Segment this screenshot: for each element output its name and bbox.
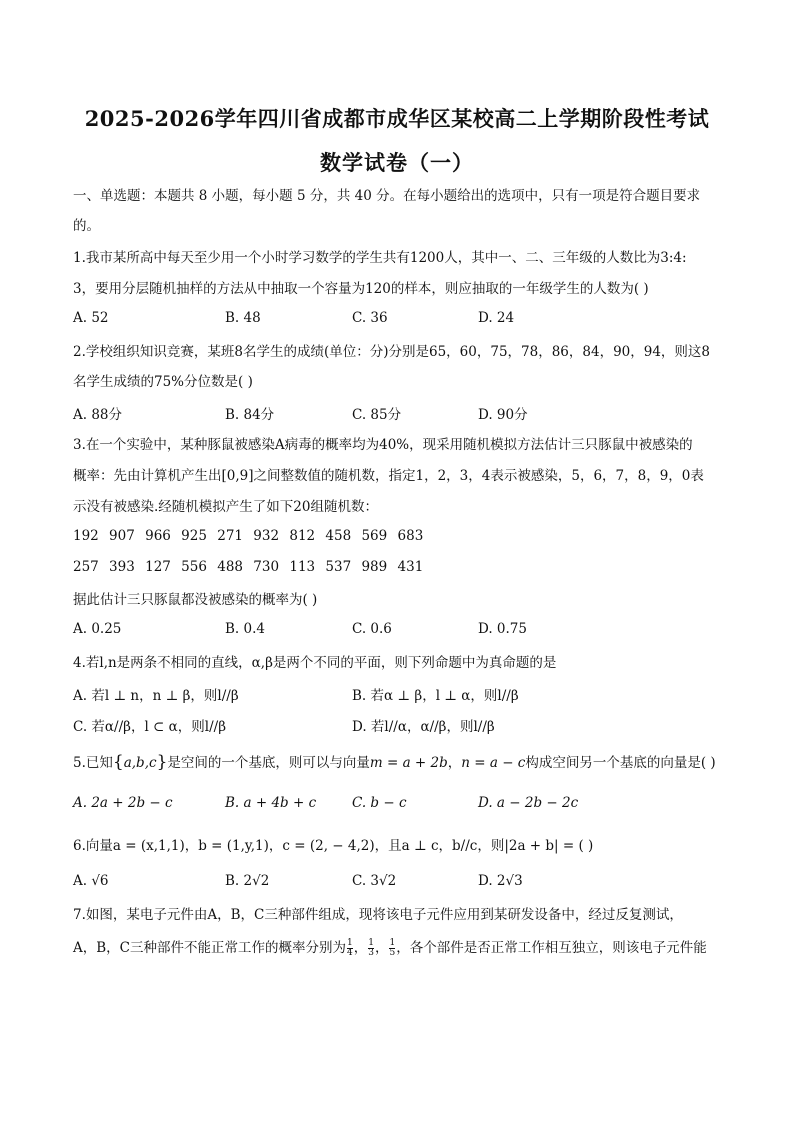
- section-instruction-line1: 一、单选题：本题共 8 小题，每小题 5 分，共 40 分。在每小题给出的选项中，只有一项是符合题目要求: [73, 188, 701, 204]
- q3-random-row1: 192 907 966 925 271 932 812 458 569 683: [73, 528, 424, 544]
- q5-stem: [73, 752, 733, 773]
- q7-f1-den: 4: [347, 948, 353, 958]
- q1-options: [73, 310, 733, 330]
- q7-fraction-3: [389, 939, 395, 958]
- q4-stem: 4.若l,n是两条不相同的直线，α,β是两个不同的平面，则下列命题中为真命题的是: [73, 655, 557, 671]
- q2-option-a[interactable]: A. 88分: [73, 407, 123, 423]
- q6-options: [73, 873, 733, 893]
- q5-vector-n: n = a − c: [461, 755, 526, 771]
- q3-stem-line1: 3.在一个实验中，某种豚鼠被感染A病毒的概率均为40%，现采用随机模拟方法估计三只豚鼠中被感染的: [73, 437, 693, 453]
- q5-option-b[interactable]: B. a + 4b + c: [225, 795, 317, 811]
- q6-option-b[interactable]: B. 2√2: [225, 873, 270, 889]
- q3-option-c[interactable]: C. 0.6: [352, 621, 392, 637]
- q1-option-d[interactable]: D. 24: [478, 310, 515, 326]
- q5-option-a[interactable]: A. 2a + 2b − c: [73, 795, 173, 811]
- q3-option-a[interactable]: A. 0.25: [73, 621, 122, 637]
- q7-f2-num: 1: [368, 938, 374, 948]
- q3-stem-line2: 概率：先由计算机产生出[0,9]之间整数值的随机数，指定1，2，3，4表示被感染，5，6，7，8，9，0表: [73, 468, 704, 484]
- exam-subtitle: 数学试卷（一）: [320, 150, 474, 175]
- q1-option-a[interactable]: A. 52: [73, 310, 109, 326]
- q3-stem-line4: 据此估计三只豚鼠都没被感染的概率为( ): [73, 592, 318, 608]
- q2-option-b[interactable]: B. 84分: [225, 407, 275, 423]
- q4-option-d[interactable]: D. 若l//α，α//β，则l//β: [352, 719, 495, 735]
- q5-basis: {: [112, 752, 124, 772]
- q6-option-d[interactable]: D. 2√3: [478, 873, 523, 889]
- q6-option-a[interactable]: A. √6: [73, 873, 109, 889]
- q6-stem: 6.向量a = (x,1,1)，b = (1,y,1)，c = (2, − 4,2)，且a ⊥ c，b//c，则|2a + b| = ( ): [73, 838, 594, 854]
- q5-stem-post: 构成空间另一个基底的向量是( ): [525, 755, 716, 771]
- q2-options: [73, 403, 733, 423]
- q7-f1-num: 1: [347, 938, 353, 948]
- q5-sep: ，: [447, 755, 462, 771]
- q7-f2-den: 3: [368, 948, 374, 958]
- q5-option-c[interactable]: C. b − c: [352, 795, 407, 811]
- q4-options-row2: [73, 715, 733, 735]
- q7-f3-den: 5: [389, 948, 396, 958]
- q5-stem-mid: 是空间的一个基底，则可以与向量: [167, 755, 370, 771]
- q3-random-row2: 257 393 127 556 488 730 113 537 989 431: [73, 559, 424, 575]
- q5-stem-pre: 5.已知: [73, 755, 113, 771]
- section-instruction-line2: 的。: [73, 218, 100, 234]
- q1-option-c[interactable]: C. 36: [352, 310, 388, 326]
- q2-stem-line1: 2.学校组织知识竞赛，某班8名学生的成绩(单位：分)分别是65，60，75，78，86，84，90，94，则这8: [73, 344, 711, 360]
- q1-stem-line2: 3，要用分层随机抽样的方法从中抽取一个容量为120的样本，则应抽取的一年级学生的人数为( ): [73, 281, 649, 297]
- q7-stem-line2b: ，各个部件是否正常工作相互独立，则该电子元件能: [396, 940, 707, 956]
- q5-basis-close: }: [156, 752, 168, 772]
- q6-option-c[interactable]: C. 3√2: [352, 873, 397, 889]
- q7-stem-line1: 7.如图，某电子元件由A，B，C三种部件组成，现将该电子元件应用到某研发设备中，经过反复测试，: [73, 907, 683, 923]
- q4-option-b[interactable]: B. 若α ⊥ β，l ⊥ α，则l//β: [352, 688, 519, 704]
- q7-f3-num: 1: [389, 938, 396, 948]
- q2-option-d[interactable]: D. 90分: [478, 407, 528, 423]
- exam-title: 2025-2026学年四川省成都市成华区某校高二上学期阶段性考试: [84, 106, 710, 131]
- q3-option-b[interactable]: B. 0.4: [225, 621, 265, 637]
- q5-basis-vectors: a,b,c: [123, 755, 157, 771]
- q2-option-c[interactable]: C. 85分: [352, 407, 402, 423]
- q7-fraction-1: [347, 939, 353, 958]
- q7-fraction-2: [368, 939, 374, 958]
- q5-vector-m: m = a + 2b: [369, 755, 448, 771]
- q4-options-row1: [73, 684, 733, 704]
- q5-options: [73, 795, 733, 815]
- q4-option-a[interactable]: A. 若l ⊥ n，n ⊥ β，则l//β: [73, 688, 239, 704]
- q5-option-d[interactable]: D. a − 2b − 2c: [478, 795, 579, 811]
- q1-stem-line1: 1.我市某所高中每天至少用一个小时学习数学的学生共有1200人，其中一、二、三年级的人数比为3:4:: [73, 250, 687, 266]
- q4-option-c[interactable]: C. 若α//β，l ⊂ α，则l//β: [73, 719, 226, 735]
- q7-stem-line2a: A，B，C三种部件不能正常工作的概率分别为: [73, 940, 346, 956]
- q2-stem-line2: 名学生成绩的75%分位数是( ): [73, 374, 253, 390]
- q3-stem-line3: 示没有被感染.经随机模拟产生了如下20组随机数：: [73, 499, 378, 515]
- q7-stem-line2: A，B，C三种部件不能正常工作的概率分别为 $\frac{1}{4}$ ， $\frac{1}{3}$ ， $\frac{1}{5}$ ，各个部件是否正常工作相互独立，则该电子元件能: [73, 938, 707, 958]
- q3-options: [73, 621, 733, 641]
- q3-option-d[interactable]: D. 0.75: [478, 621, 527, 637]
- q1-option-b[interactable]: B. 48: [225, 310, 261, 326]
